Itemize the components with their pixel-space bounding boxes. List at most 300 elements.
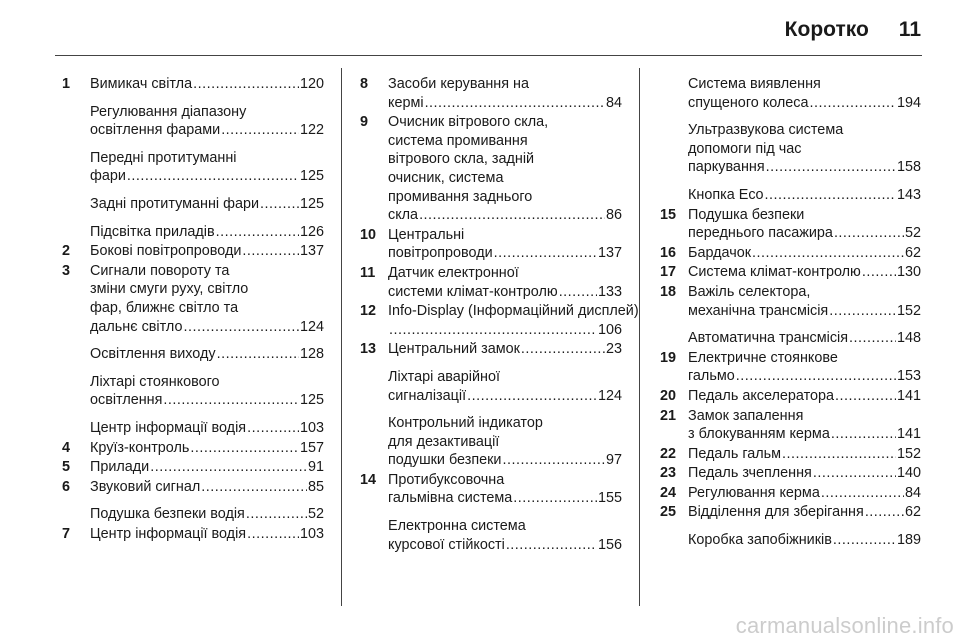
- entry-text: для дезактивації: [388, 433, 500, 450]
- entry-text: промивання заднього: [388, 188, 533, 205]
- index-entry: [360, 414, 622, 470]
- entry-leader-line: [90, 478, 324, 497]
- entry-number: 5: [62, 459, 71, 476]
- page-reference[interactable]: 194: [896, 94, 921, 111]
- entry-text: Педаль акселератора: [688, 387, 835, 404]
- entry-text: Освітлення виходу: [90, 346, 216, 363]
- entry-number: 24: [660, 484, 677, 501]
- entry-body: [90, 458, 324, 477]
- index-column-2: [360, 75, 639, 554]
- entry-text: гальмо: [688, 368, 735, 385]
- entry-text: система промивання: [388, 132, 528, 149]
- entry-text: Коробка запобіжників: [688, 532, 832, 549]
- dot-leader: [865, 503, 904, 522]
- page-reference[interactable]: 156: [597, 536, 622, 553]
- entry-number: [62, 419, 90, 438]
- page-reference[interactable]: 152: [896, 302, 921, 319]
- entry-leader-line: [688, 484, 921, 503]
- index-entry: [660, 464, 921, 483]
- entry-leader-line: [388, 283, 622, 302]
- entry-number: [360, 368, 388, 405]
- entry-text: Педаль гальм: [688, 445, 782, 462]
- dot-leader: [494, 244, 597, 263]
- dot-leader: [217, 345, 299, 364]
- entry-leader-line: [688, 244, 921, 263]
- entry-body: [688, 349, 921, 386]
- page-title: Коротко: [784, 18, 869, 41]
- dot-leader: [782, 445, 896, 464]
- entry-number: 1: [62, 76, 71, 92]
- page-reference[interactable]: 128: [299, 346, 324, 363]
- index-entry: [660, 407, 921, 444]
- entry-body: [90, 525, 324, 544]
- entry-text: Замок запалення: [688, 407, 804, 424]
- dot-leader: [183, 318, 299, 337]
- page-reference[interactable]: 140: [896, 465, 921, 482]
- entry-number: 20: [660, 387, 677, 404]
- page-reference[interactable]: 84: [904, 484, 921, 501]
- entry-leader-line: [688, 329, 921, 348]
- index-entry: [62, 75, 324, 94]
- index-entry: [360, 368, 622, 405]
- page-reference[interactable]: 189: [896, 532, 921, 549]
- entry-text: Ультразвукова система: [688, 122, 844, 139]
- entry-body: [688, 283, 921, 320]
- entry-number: 25: [660, 504, 677, 521]
- dot-leader: [833, 531, 896, 550]
- dot-leader: [765, 186, 896, 205]
- page-reference[interactable]: 130: [896, 264, 921, 281]
- entry-number: [660, 75, 688, 112]
- entry-body: [388, 414, 622, 470]
- entry-body: [688, 186, 921, 205]
- entry-body: [688, 531, 921, 550]
- page-reference[interactable]: 124: [299, 318, 324, 335]
- dot-leader: [559, 283, 597, 302]
- page-reference[interactable]: 62: [904, 504, 921, 521]
- entry-number: 17: [660, 264, 677, 281]
- entry-number: [360, 414, 388, 470]
- entry-number: 23: [660, 465, 677, 482]
- entry-text: Кнопка Eco: [688, 186, 764, 203]
- entry-text: Центр інформації водія: [90, 525, 247, 542]
- entry-body: [90, 373, 324, 410]
- entry-body: [688, 244, 921, 263]
- entry-number: [62, 223, 90, 242]
- index-entry: [62, 149, 324, 186]
- page-reference[interactable]: 23: [605, 341, 622, 358]
- entry-text: Важіль селектора,: [688, 283, 811, 300]
- index-entry: [660, 387, 921, 406]
- entry-body: [90, 345, 324, 364]
- entry-number: [62, 373, 90, 410]
- entry-body: [388, 340, 622, 359]
- entry-leader-line: [90, 458, 324, 477]
- entry-text: Ліхтарі аварійної: [388, 368, 500, 385]
- entry-body: [90, 103, 324, 140]
- entry-body: [90, 223, 324, 242]
- index-entry: [360, 302, 639, 339]
- entry-number: 7: [62, 525, 71, 542]
- page-number: 11: [898, 18, 921, 41]
- index-entry: [360, 340, 622, 359]
- entry-text: з блокуванням керма: [688, 426, 830, 443]
- dot-leader: [150, 458, 307, 477]
- dot-leader: [201, 478, 307, 497]
- page-reference[interactable]: 62: [904, 244, 921, 261]
- entry-number: [62, 103, 90, 140]
- dot-leader: [521, 340, 605, 359]
- entry-text: Центр інформації водія: [90, 419, 247, 436]
- index-entry: [660, 186, 921, 205]
- entry-leader-line: [90, 419, 324, 438]
- entry-number: 12: [360, 303, 377, 320]
- entry-number: 13: [360, 341, 377, 358]
- entry-number: [62, 149, 90, 186]
- entry-leader-line: [388, 489, 622, 508]
- index-entry: [660, 531, 921, 550]
- entry-leader-line: [90, 505, 324, 524]
- entry-number: 4: [62, 439, 71, 456]
- entry-text: Бокові повітропроводи: [90, 243, 242, 260]
- page-reference[interactable]: 152: [896, 445, 921, 462]
- dot-leader: [831, 425, 896, 444]
- entry-number: 16: [660, 244, 677, 261]
- page-reference[interactable]: 91: [307, 459, 324, 476]
- dot-leader: [467, 387, 597, 406]
- index-entry: [660, 484, 921, 503]
- dot-leader: [506, 536, 597, 555]
- entry-leader-line: [388, 387, 622, 406]
- page-reference[interactable]: 84: [605, 94, 622, 111]
- dot-leader: [752, 244, 904, 263]
- entry-text: Задні протитуманні фари: [90, 195, 260, 212]
- column-divider: [639, 68, 640, 606]
- entry-text: спущеного колеса: [688, 94, 809, 111]
- entry-number: 15: [660, 206, 677, 223]
- entry-body: [688, 503, 921, 522]
- dot-leader: [849, 329, 896, 348]
- page-reference[interactable]: 124: [597, 387, 622, 404]
- entry-text: Подушка безпеки: [688, 206, 805, 223]
- entry-number: 9: [360, 114, 369, 131]
- dot-leader: [163, 391, 299, 410]
- page-reference[interactable]: 133: [597, 283, 622, 300]
- entry-number: [62, 345, 90, 364]
- entry-text: Електричне стоянкове: [688, 349, 838, 366]
- entry-leader-line: [688, 464, 921, 483]
- entry-leader-line: [688, 302, 921, 321]
- entry-body: [688, 263, 921, 282]
- entry-leader-line: [388, 536, 622, 555]
- page-reference[interactable]: 157: [299, 439, 324, 456]
- entry-leader-line: [90, 345, 324, 364]
- index-entry: [660, 283, 921, 320]
- entry-body: [388, 75, 622, 112]
- dot-leader: [389, 321, 597, 340]
- entry-text: паркування: [688, 159, 765, 176]
- dot-leader: [247, 525, 299, 544]
- page-reference[interactable]: 125: [299, 168, 324, 185]
- page-reference[interactable]: 137: [597, 245, 622, 262]
- entry-leader-line: [688, 387, 921, 406]
- entry-text: дальнє світло: [90, 318, 183, 335]
- entry-body: [388, 302, 639, 339]
- entry-leader-line: [90, 439, 324, 458]
- entry-text: механічна трансмісія: [688, 302, 829, 319]
- dot-leader: [513, 489, 597, 508]
- index-entry: [62, 242, 324, 261]
- column-divider: [341, 68, 342, 606]
- entry-number: 19: [660, 349, 677, 366]
- index-entry: [360, 471, 622, 508]
- dot-leader: [246, 505, 307, 524]
- index-entry: [62, 373, 324, 410]
- dot-leader: [260, 195, 299, 214]
- index-entry: [660, 244, 921, 263]
- index-entry: [62, 525, 324, 544]
- index-entry: [360, 517, 622, 554]
- index-entry: [660, 329, 921, 348]
- entry-body: [688, 445, 921, 464]
- dot-leader: [419, 206, 605, 225]
- entry-text: Відділення для зберігання: [688, 504, 864, 521]
- page-reference[interactable]: 153: [896, 368, 921, 385]
- entry-text: переднього пасажира: [688, 225, 833, 242]
- dot-leader: [821, 484, 904, 503]
- page-reference[interactable]: 52: [904, 225, 921, 242]
- page-reference[interactable]: 137: [299, 243, 324, 260]
- entry-text: гальмівна система: [388, 490, 513, 507]
- entry-leader-line: [90, 318, 324, 337]
- entry-text: фар, ближнє світло та: [90, 299, 239, 316]
- entry-number: [660, 186, 688, 205]
- page-reference[interactable]: 158: [896, 159, 921, 176]
- entry-text: Автоматична трансмісія: [688, 330, 849, 347]
- dot-leader: [834, 224, 904, 243]
- entry-leader-line: [90, 167, 324, 186]
- page-reference[interactable]: 122: [299, 122, 324, 139]
- entry-number: 6: [62, 478, 71, 495]
- index-entry: [62, 439, 324, 458]
- header-rule: [55, 55, 922, 56]
- page-header: [0, 18, 921, 42]
- entry-text: очисник, система: [388, 169, 504, 186]
- entry-leader-line: [688, 158, 921, 177]
- entry-leader-line: [388, 340, 622, 359]
- entry-text: Центральний замок: [388, 341, 520, 358]
- index-entry: [62, 103, 324, 140]
- entry-text: освітлення фарами: [90, 122, 221, 139]
- entry-body: [688, 329, 921, 348]
- entry-leader-line: [388, 244, 622, 263]
- entry-number: 21: [660, 407, 677, 424]
- entry-body: [90, 505, 324, 524]
- entry-leader-line: [90, 75, 324, 94]
- entry-text: Подушка безпеки водія: [90, 506, 245, 523]
- entry-text: Система клімат-контролю: [688, 264, 861, 281]
- entry-number: 2: [62, 243, 71, 260]
- entry-text: Сигнали повороту та: [90, 262, 230, 279]
- entry-number: 8: [360, 76, 369, 92]
- entry-leader-line: [688, 531, 921, 550]
- entry-body: [688, 407, 921, 444]
- entry-text: Протибуксовочна: [388, 471, 505, 488]
- dot-leader: [242, 242, 299, 261]
- entry-text: Система виявлення: [688, 76, 821, 92]
- dot-leader: [835, 387, 896, 406]
- index-entry: [360, 75, 622, 112]
- entry-text: курсової стійкості: [388, 536, 505, 553]
- entry-body: [90, 149, 324, 186]
- entry-leader-line: [388, 451, 622, 470]
- entry-body: [90, 262, 324, 336]
- entry-body: [688, 484, 921, 503]
- entry-body: [388, 226, 622, 263]
- entry-text: Педаль зчеплення: [688, 465, 812, 482]
- entry-text: Підсвітка приладів: [90, 223, 215, 240]
- entry-text: освітлення: [90, 392, 163, 409]
- entry-number: 22: [660, 445, 677, 462]
- entry-leader-line: [688, 503, 921, 522]
- entry-text: Info-Display (Інформаційний дисплей): [388, 303, 639, 320]
- entry-body: [90, 195, 324, 214]
- page-reference[interactable]: 97: [605, 452, 622, 469]
- index-entry: [62, 262, 324, 336]
- entry-body: [388, 368, 622, 405]
- entry-body: [688, 464, 921, 483]
- entry-text: Регулювання діапазону: [90, 103, 247, 120]
- entry-body: [90, 75, 324, 94]
- page-reference[interactable]: 120: [299, 76, 324, 92]
- entry-number: 3: [62, 262, 71, 279]
- entry-text: Круїз-контроль: [90, 439, 190, 456]
- index-entry: [360, 264, 622, 301]
- entry-text: допомоги під час: [688, 140, 802, 157]
- entry-number: 11: [360, 264, 376, 281]
- entry-body: [388, 264, 622, 301]
- index-entry: [62, 345, 324, 364]
- index-entry: [62, 195, 324, 214]
- page-reference[interactable]: 126: [299, 223, 324, 240]
- index-entry: [62, 478, 324, 497]
- dot-leader: [766, 158, 896, 177]
- entry-text: кермі: [388, 94, 424, 111]
- entry-leader-line: [388, 206, 622, 225]
- page-reference[interactable]: 52: [307, 506, 324, 523]
- entry-body: [90, 419, 324, 438]
- entry-leader-line: [688, 94, 921, 113]
- entry-leader-line: [90, 525, 324, 544]
- index-entry: [660, 349, 921, 386]
- index-entry: [360, 113, 622, 225]
- page-reference[interactable]: 141: [896, 387, 921, 404]
- entry-text: Передні протитуманні: [90, 149, 237, 166]
- entry-text: Вимикач світла: [90, 76, 193, 92]
- page-reference[interactable]: 85: [307, 478, 324, 495]
- page-reference[interactable]: 86: [605, 207, 622, 224]
- entry-text: системи клімат-контролю: [388, 283, 558, 300]
- page-reference[interactable]: 141: [896, 426, 921, 443]
- dot-leader: [862, 263, 896, 282]
- entry-leader-line: [90, 195, 324, 214]
- entry-leader-line: [688, 445, 921, 464]
- page-reference[interactable]: 148: [896, 330, 921, 347]
- entry-text: повітропроводи: [388, 245, 493, 262]
- index-column-1: [62, 75, 324, 543]
- index-entry: [660, 503, 921, 522]
- dot-leader: [221, 121, 299, 140]
- dot-leader: [829, 302, 896, 321]
- index-entry: [660, 121, 921, 177]
- dot-leader: [216, 223, 299, 242]
- entry-text: Бардачок: [688, 244, 752, 261]
- page-reference[interactable]: 106: [597, 321, 622, 338]
- entry-body: [388, 113, 622, 225]
- index-entry: [660, 263, 921, 282]
- index-entry: [660, 445, 921, 464]
- entry-body: [90, 242, 324, 261]
- entry-leader-line: [90, 121, 324, 140]
- entry-number: [660, 121, 688, 177]
- entry-number: [62, 195, 90, 214]
- dot-leader: [813, 464, 896, 483]
- dot-leader: [247, 419, 299, 438]
- entry-text: сигналізації: [388, 387, 467, 404]
- entry-text: Прилади: [90, 459, 150, 476]
- entry-text: Ліхтарі стоянкового: [90, 373, 220, 390]
- entry-text: скла: [388, 207, 419, 224]
- entry-body: [90, 439, 324, 458]
- entry-body: [688, 387, 921, 406]
- page-reference[interactable]: 125: [299, 195, 324, 212]
- entry-text: Звуковий сигнал: [90, 478, 201, 495]
- page-reference[interactable]: 155: [597, 490, 622, 507]
- entry-text: Датчик електронної: [388, 264, 519, 281]
- entry-text: подушки безпеки: [388, 452, 502, 469]
- entry-text: вітрового скла, задній: [388, 151, 535, 168]
- entry-text: Регулювання керма: [688, 484, 820, 501]
- dot-leader: [193, 75, 299, 94]
- page-reference[interactable]: 143: [896, 186, 921, 203]
- index-entry: [660, 75, 921, 112]
- entry-body: [688, 75, 921, 112]
- index-entry: [62, 223, 324, 242]
- dot-leader: [127, 167, 299, 186]
- entry-leader-line: [388, 321, 622, 340]
- page-reference[interactable]: 103: [299, 419, 324, 436]
- entry-text: Електронна система: [388, 518, 526, 535]
- entry-leader-line: [688, 425, 921, 444]
- index-entry: [62, 419, 324, 438]
- entry-body: [688, 121, 921, 177]
- dot-leader: [502, 451, 605, 470]
- index-entry: [360, 226, 622, 263]
- entry-text: Контрольний індикатор: [388, 415, 543, 432]
- entry-text: Очисник вітрового скла,: [388, 114, 549, 131]
- page-reference[interactable]: 125: [299, 392, 324, 409]
- dot-leader: [736, 367, 896, 386]
- entry-leader-line: [688, 186, 921, 205]
- page-reference[interactable]: 103: [299, 525, 324, 542]
- dot-leader: [190, 439, 299, 458]
- entry-number: [360, 517, 388, 554]
- entry-number: 14: [360, 471, 377, 488]
- watermark: carmanualsonline.info: [735, 613, 954, 638]
- entry-number: [660, 531, 688, 550]
- dot-leader: [810, 94, 896, 113]
- dot-leader: [425, 94, 605, 113]
